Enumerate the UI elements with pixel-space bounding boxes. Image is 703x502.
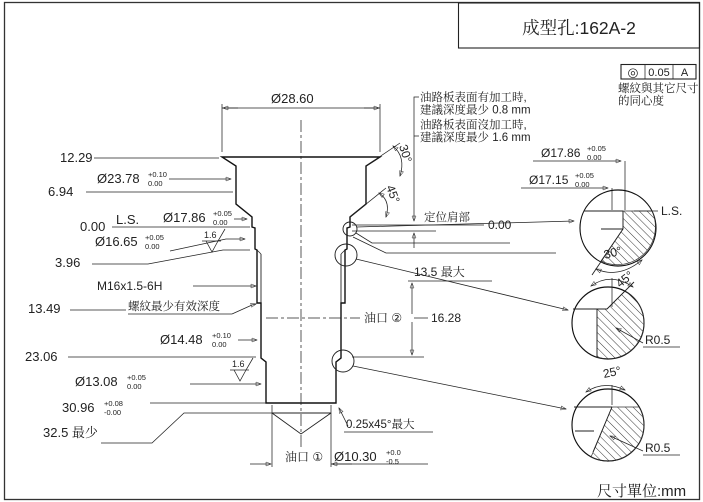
dim-16-28: 16.28 xyxy=(431,311,462,325)
detail-view-3 xyxy=(572,363,680,461)
det-dia-17-86-tol-up: +0.05 xyxy=(587,144,606,153)
title-block xyxy=(459,3,700,48)
det-dia-17-86-tol-dn: 0.00 xyxy=(587,153,602,162)
angle-25-detail: 25° xyxy=(601,363,623,381)
ext-30 xyxy=(366,143,400,166)
drawing-title: 成型孔:162A-2 xyxy=(522,18,636,38)
dim-28-60-text: Ø28.60 xyxy=(271,91,314,106)
units-label: 尺寸單位:mm xyxy=(597,483,687,500)
chamfer-leader xyxy=(339,408,348,426)
elev-3-96: 3.96 xyxy=(55,255,81,270)
elev-0-00: 0.00 xyxy=(80,219,106,234)
elev-30-96-tol-dn: -0.00 xyxy=(104,408,122,417)
leader-3-96 xyxy=(92,250,250,264)
det-dia-17-86: Ø17.86 xyxy=(541,146,581,160)
angle-callouts-main xyxy=(350,143,415,217)
note-unmachined-2: 建議深度最少 1.6 mm xyxy=(420,132,531,144)
detail-view-1 xyxy=(521,144,682,275)
dia-23-78: Ø23.78 xyxy=(97,171,140,186)
radius-detail-3: R0.5 xyxy=(645,441,671,455)
ls-label-detail: L.S. xyxy=(661,204,683,218)
gdt-tolerance: 0.05 xyxy=(648,67,670,79)
dia-13-08: Ø13.08 xyxy=(75,374,118,389)
balloon-thread-entry xyxy=(335,244,357,266)
dia-10-30-tol-dn: -0.5 xyxy=(386,457,399,466)
leader-thread-depth xyxy=(232,304,256,314)
dia-13-08-tol-dn: 0.00 xyxy=(127,382,142,391)
dia-10-30: Ø10.30 xyxy=(334,449,377,464)
elev-30-96-tol-up: +0.08 xyxy=(104,399,123,408)
leader-detail-3 xyxy=(353,366,566,409)
angle-45-detail: 45° xyxy=(613,268,637,291)
elev-32-5: 32.5 最少 xyxy=(43,425,98,440)
gdt-description-2: 的同心度 xyxy=(618,95,664,108)
detail-3-hatch xyxy=(591,407,644,461)
ls-label-left: L.S. xyxy=(116,212,140,227)
dia-14-48-tol-dn: 0.00 xyxy=(212,340,227,349)
finish-value-1: 1.6 xyxy=(204,230,217,240)
finish-value-2: 1.6 xyxy=(232,359,245,369)
surface-finish-1 xyxy=(202,229,225,252)
arc-45 xyxy=(379,193,387,217)
surface-finish-2 xyxy=(230,358,253,381)
note-unmachined-1: 油路板表面沒加工時, xyxy=(420,119,527,132)
detail-2-hatch xyxy=(597,291,644,359)
dimensions-left xyxy=(25,150,272,443)
detail-view-2 xyxy=(572,268,680,359)
part-view xyxy=(222,120,380,467)
datum-zero-right: 0.00 xyxy=(488,218,512,232)
note-leader-1 xyxy=(356,233,510,243)
gdt-frame xyxy=(618,65,699,108)
thread-spec: M16x1.5-6H xyxy=(97,279,163,293)
dia-16-65: Ø16.65 xyxy=(95,234,138,249)
gdt-datum: A xyxy=(680,67,689,79)
elev-12-29: 12.29 xyxy=(60,150,93,165)
port1-label: 油口 ① xyxy=(285,450,324,464)
depth-notes xyxy=(414,90,531,248)
elev-23-06: 23.06 xyxy=(25,349,58,364)
leader-32-5 xyxy=(101,413,272,443)
note-leader-2 xyxy=(353,237,556,253)
dia-14-48: Ø14.48 xyxy=(160,332,203,347)
angle-30-main: 30° xyxy=(396,142,415,165)
dia-17-86-tol-up: +0.05 xyxy=(213,209,232,218)
dia-23-78-tol-dn: 0.00 xyxy=(148,179,163,188)
dia-17-86-tol-dn: 0.00 xyxy=(213,218,228,227)
concentricity-icon: ◎ xyxy=(627,65,639,80)
dia-16-65-tol-dn: 0.00 xyxy=(145,242,160,251)
locating-shoulder-label: 定位肩部 xyxy=(424,212,470,224)
dim-13-5-max: 13.5 最大 xyxy=(414,265,465,279)
chamfer-note: 0.25x45°最大 xyxy=(346,419,415,431)
dia-16-65-tol-up: +0.05 xyxy=(145,233,164,242)
balloon-step xyxy=(332,350,354,372)
gdt-description-1: 螺紋與其它尺寸 xyxy=(618,83,699,95)
dia-13-08-tol-up: +0.05 xyxy=(127,373,146,382)
thread-depth-note: 螺紋最少有效深度 xyxy=(128,301,220,313)
dia-23-78-tol-up: +0.10 xyxy=(148,170,167,179)
det-dia-17-15-tol-up: +0.05 xyxy=(575,171,594,180)
dia-10-30-tol-up: +0.0 xyxy=(386,448,401,457)
port1-cone xyxy=(272,413,331,434)
dia-14-48-tol-up: +0.10 xyxy=(212,331,231,340)
note-machined-1: 油路板表面有加工時, xyxy=(420,92,527,104)
elev-6-94: 6.94 xyxy=(48,184,74,199)
elev-30-96: 30.96 xyxy=(62,400,95,415)
port2-label: 油口 ② xyxy=(364,311,403,325)
elev-13-49: 13.49 xyxy=(28,301,61,316)
angle-30-detail: 30° xyxy=(602,243,624,262)
note-bracket xyxy=(414,97,419,205)
angle-45-main: 45° xyxy=(383,183,403,206)
dimensions-right xyxy=(352,210,556,357)
ext-45 xyxy=(350,188,386,217)
radius-detail-2: R0.5 xyxy=(645,333,671,347)
note-machined-2: 建議深度最少 0.8 mm xyxy=(420,104,531,117)
det-dia-17-15-tol-dn: 0.00 xyxy=(575,180,590,189)
dia-17-86: Ø17.86 xyxy=(163,210,206,225)
det-dia-17-15: Ø17.15 xyxy=(529,173,569,187)
